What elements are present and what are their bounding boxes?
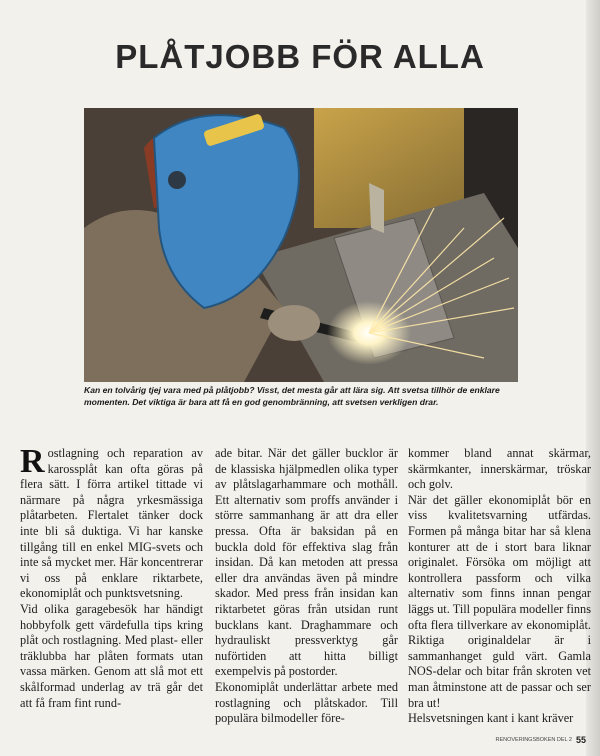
article-title: PLÅTJOBB FÖR ALLA	[115, 38, 485, 75]
publication-name: RENOVERINGSBOKEN DEL 2	[495, 737, 572, 743]
photo-caption: Kan en tolvårig tjej vara med på plåtjobb? Visst, det mesta går att lära sig. Att svetsa tillhör de enklare momenten. Det viktiga är bara att få en god genombränning, att svetsen verkligen drar.	[84, 385, 500, 407]
drop-cap: R	[20, 443, 45, 480]
paragraph: ade bitar. När det gäller bucklor är de klassiska hjälpmedlen olika typer av plåtslagarhammare och mothåll. Ett alternativ som proffs använder i större sammanhang är att dra eller pressa. Ofta är baksidan på en buckla dold för effektiva slag från insidan. Då kan metoden att pressa eller dra användas även på mindre skador. Med press från insidan kan riktarbetet göras från utsidan runt bucklans kant. Draghammare och hydrauliskt pressverktyg går nuförtiden att hitta billigt exempelvis på postorder.	[215, 446, 398, 679]
paragraph: Helsvetsningen kant i kant kräver	[408, 711, 574, 726]
text-column-1	[20, 443, 203, 711]
page-footer	[495, 735, 586, 745]
paragraph: Ekonomiplåt underlättar arbete med rostlagning och plåtskador. Till populära bilmodeller före-	[215, 679, 398, 726]
paragraph: Vid olika garagebesök har händigt hobbyfolk gett värdefulla tips kring plåt och rostlagning. Med plast- eller träklubba har plåten formats utan vassa märken. Genom att slå mot ett skålformad underlag av trä går det att få fram fint rund-	[20, 601, 203, 710]
paragraph	[20, 443, 203, 602]
paragraph-text: ostlagning och reparation av karossplåt kan ofta göras på flera sätt. I förra artikel tittade vi närmare på några yrkesmässiga plåtarbeten. Flertalet tänker dock inte bli så duktiga. Vi har kanske tillgång till en enkel MIG-svets och inte så mycket mer. Här koncentrerar vi oss på enklare riktarbete, ekonomiplåt och punktsvetsning.	[20, 446, 203, 601]
welding-photo	[84, 108, 518, 382]
paragraph: När det gäller ekonomiplåt bör en viss kvalitetsvarning utfärdas. Formen på många bitar har så klena konturer att de i stort bara liknar originalet. Försöka om möjligt att kontrollera passform och vilka alternativ som finns innan pengar läggs ut. Till populära modeller finns ofta flera tillverkare av ekonomiplåt. Riktiga originaldelar är i sammanhanget guld värt. Gamla NOS-delar och bitar från skroten vet man åtminstone att de passar och ser bra ut!	[408, 492, 591, 710]
text-column-3	[408, 446, 591, 727]
text-column-2	[215, 446, 398, 727]
paragraph: kommer bland annat skärmar, skärmkanter, innerskärmar, tröskar och golv.	[408, 446, 591, 492]
page-number: 55	[575, 735, 586, 745]
welding-illustration	[84, 108, 518, 382]
